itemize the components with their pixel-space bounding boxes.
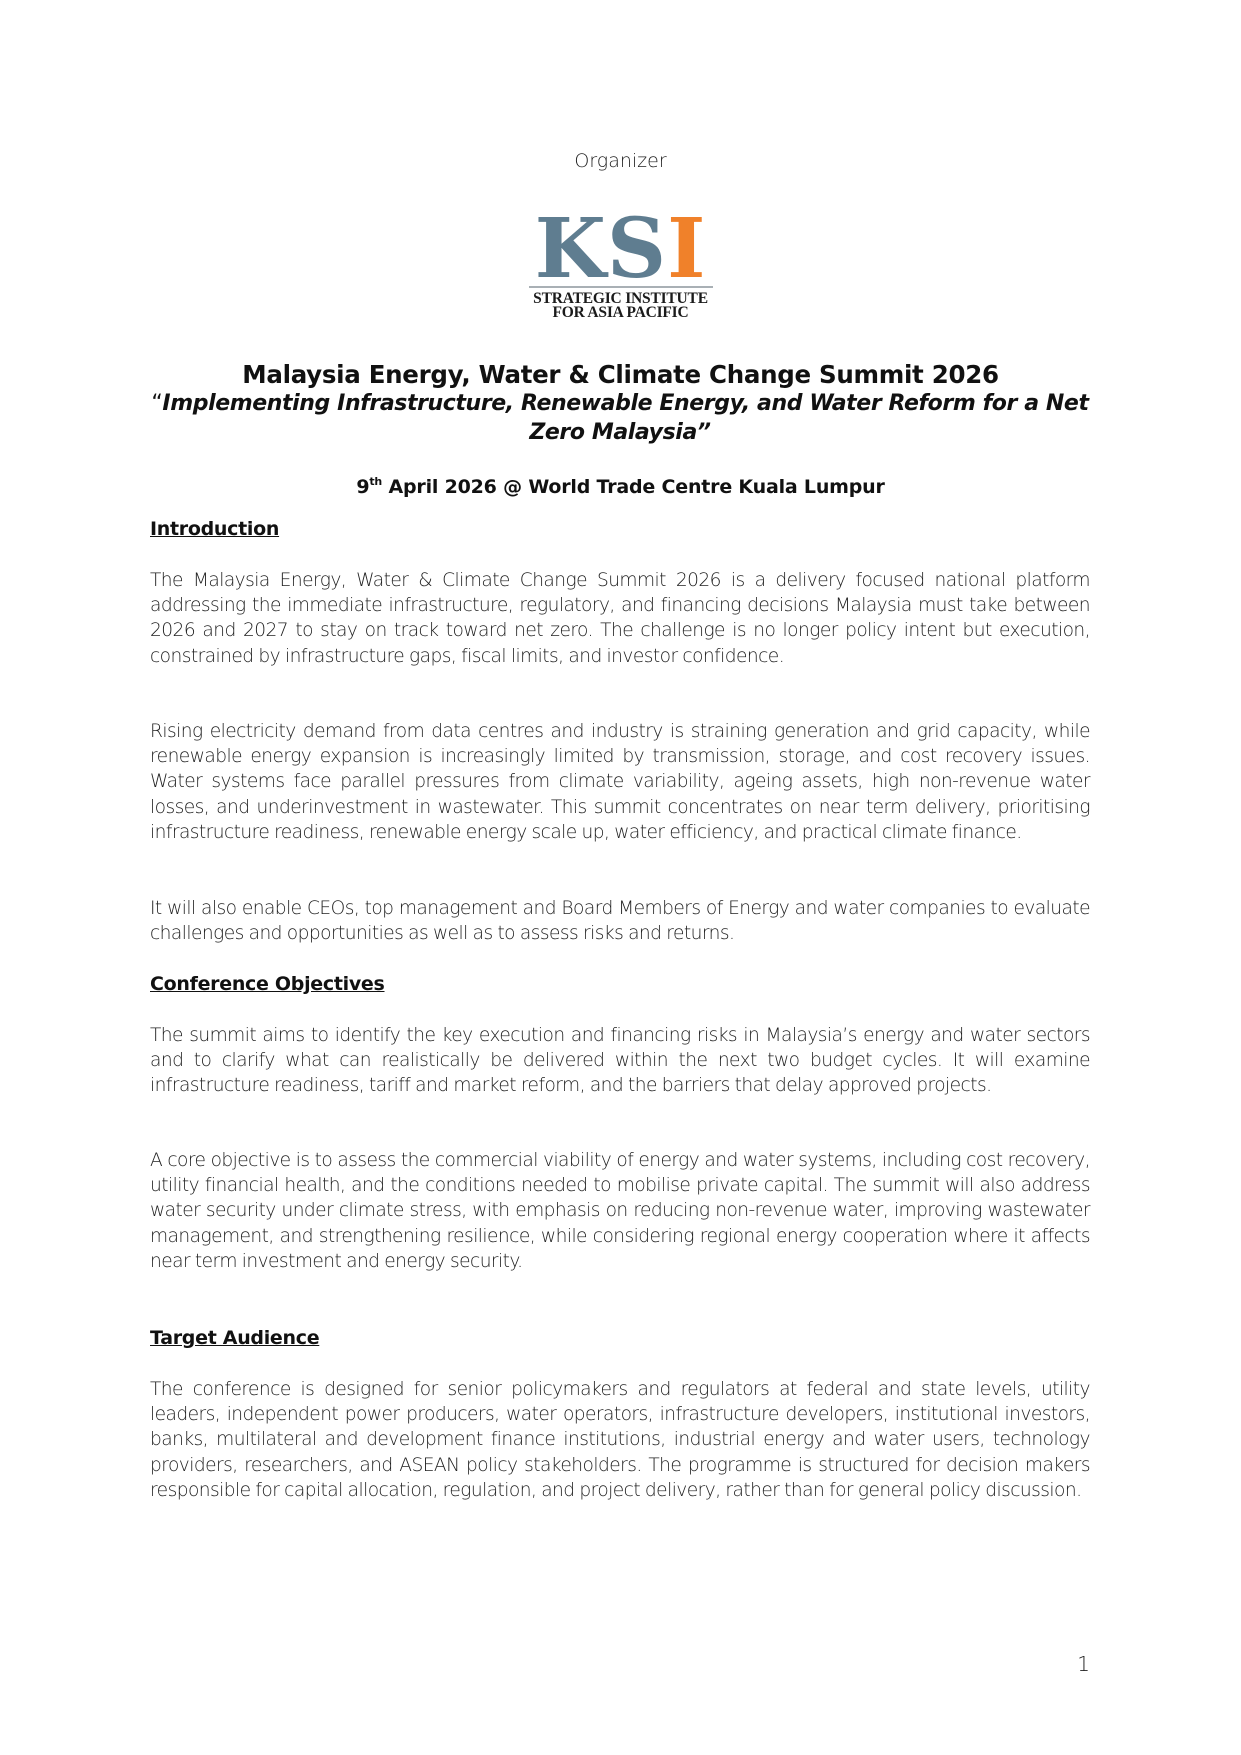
objectives-section bbox=[150, 973, 1090, 995]
section-heading-introduction: Introduction bbox=[150, 518, 280, 540]
logo-subtitle-line1: STRATEGIC INSTITUTE bbox=[533, 290, 708, 307]
date-day: 9 bbox=[356, 476, 370, 498]
logo-mark bbox=[529, 201, 713, 297]
date-suffix: th bbox=[369, 475, 383, 488]
logo-letter-s: S bbox=[606, 201, 668, 297]
intro-paragraph-1: The Malaysia Energy, Water & Climate Change Summit 2026 is a delivery focused national platform addressing the immediate infrastructure, regulatory, and financing decisions Malaysia must take between 2026 and 2027 to stay on track toward net zero. The challenge is no longer policy intent but execution, constrained by infrastructure gaps, fiscal limits, and investor confidence. bbox=[150, 570, 1090, 667]
introduction-section bbox=[150, 518, 1090, 540]
event-theme-text: Implementing Infrastructure, Renewable Energy, and Water Reform for a Net Zero Malaysia” bbox=[162, 391, 1089, 445]
audience-section bbox=[150, 1327, 1090, 1349]
intro-paragraph-2: Rising electricity demand from data centres and industry is straining generation and grid capacity, while renewable energy expansion is increasingly limited by transmission, storage, and cost recovery issues. Water systems face parallel pressures from climate variability, ageing assets, high non-revenue water losses, and underinvestment in wastewater. This summit concentrates on near term delivery, prioritising infrastructure readiness, renewable energy scale up, water efficiency, and practical climate finance. bbox=[150, 721, 1090, 843]
date-venue-text: April 2026 @ World Trade Centre Kuala Lumpur bbox=[382, 476, 885, 498]
event-date-venue bbox=[0, 476, 1241, 498]
objectives-paragraph-1: The summit aims to identify the key execution and financing risks in Malaysia’s energy and water sectors and to clarify what can realistically be delivered within the next two budget cycles. It will examine infrastructure readiness, tariff and market reform, and the barriers that delay approved projects. bbox=[150, 1025, 1090, 1097]
page-number: 1 bbox=[1077, 1652, 1090, 1676]
audience-paragraph-1: The conference is designed for senior policymakers and regulators at federal and state levels, utility leaders, independent power producers, water operators, infrastructure developers, institutional investors, banks, multilateral and development finance institutions, industrial energy and water users, technology providers, researchers, and ASEAN policy stakeholders. The programme is structured for decision makers responsible for capital allocation, regulation, and project delivery, rather than for general policy discussion. bbox=[150, 1379, 1090, 1501]
section-heading-audience: Target Audience bbox=[150, 1327, 320, 1349]
objectives-paragraph-2: A core objective is to assess the commercial viability of energy and water systems, including cost recovery, utility financial health, and the conditions needed to mobilise private capital. The summit will also address water security under climate stress, with emphasis on reducing non-revenue water, improving wastewater management, and strengthening resilience, while considering regional energy cooperation where it affects near term investment and energy security. bbox=[150, 1150, 1090, 1272]
logo-subtitle-line2: FOR ASIA PACIFIC bbox=[552, 304, 689, 321]
open-quote: “ bbox=[151, 391, 163, 416]
logo-letter-i: I bbox=[667, 201, 707, 297]
intro-paragraph-3: It will also enable CEOs, top management and Board Members of Energy and water companies to evaluate challenges and opportunities as well as to assess risks and returns. bbox=[150, 898, 1090, 945]
event-title: Malaysia Energy, Water & Climate Change Summit 2026 bbox=[242, 360, 999, 389]
ksi-logo bbox=[0, 201, 1241, 321]
section-heading-objectives: Conference Objectives bbox=[150, 973, 385, 995]
organizer-label: Organizer bbox=[574, 150, 667, 172]
logo-letter-k: K bbox=[534, 201, 607, 297]
event-theme bbox=[150, 389, 1090, 447]
